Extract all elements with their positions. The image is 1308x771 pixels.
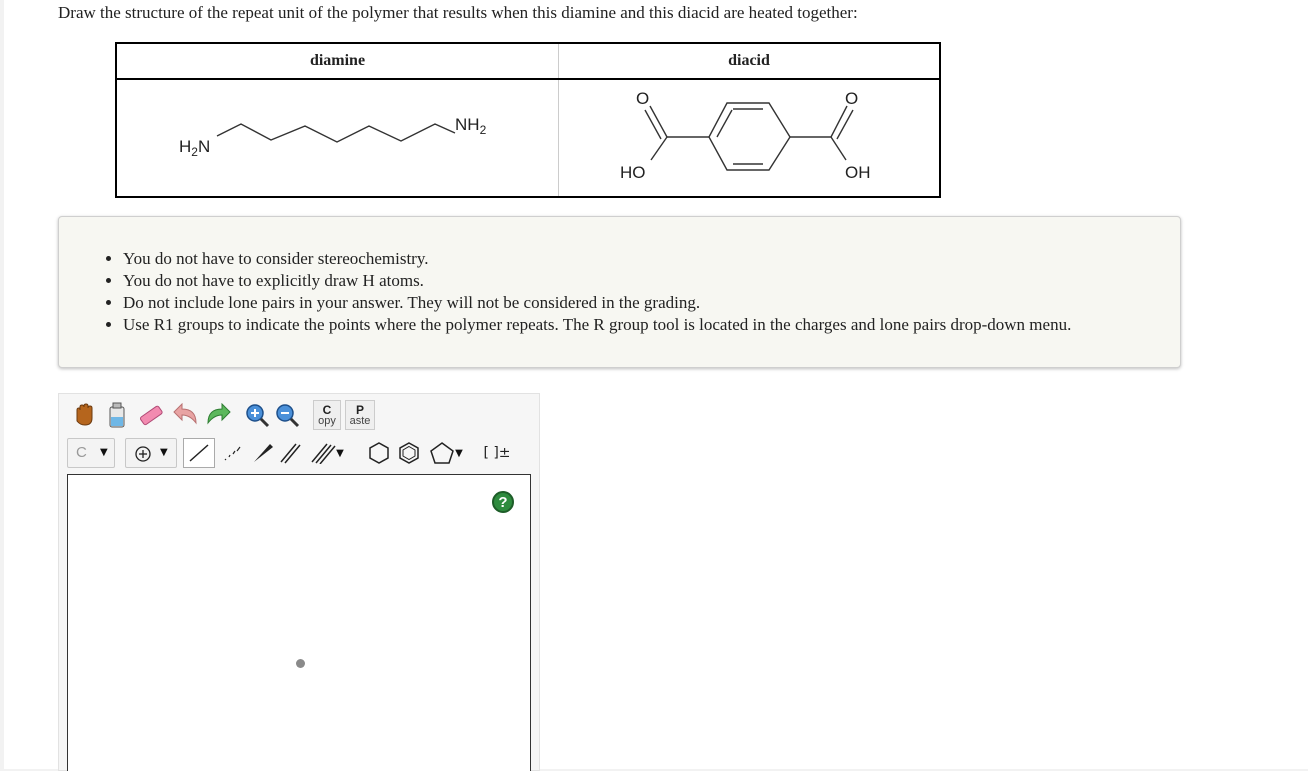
drawing-canvas[interactable]	[67, 474, 531, 771]
instruction-item: • Do not include lone pairs in your answer. They will not be considered in the grading.	[123, 292, 1071, 314]
triple-bond-icon	[310, 442, 336, 464]
amine-group-right: $NH_2$	[455, 115, 487, 137]
chevron-down-icon: ▼	[100, 447, 108, 458]
chevron-down-icon: ▼	[336, 447, 344, 459]
double-bond-icon	[278, 442, 302, 464]
cyclopentane-icon	[429, 441, 455, 465]
amine-group-left: $H_2N$	[179, 137, 211, 159]
hashed-bond-icon	[221, 442, 245, 464]
paste-label-top: P	[355, 402, 364, 417]
carbonyl-o-right: O	[845, 89, 859, 108]
diacid-structure	[559, 80, 939, 196]
cyclohexane-icon	[367, 441, 391, 465]
hand-icon[interactable]	[69, 400, 99, 430]
triple-bond-dropdown[interactable]	[305, 438, 349, 468]
hashed-bond-tool[interactable]	[219, 438, 247, 468]
wedge-bond-icon	[251, 442, 275, 464]
chevron-down-icon: ▼	[455, 447, 463, 459]
single-bond-tool[interactable]	[183, 438, 215, 468]
bracket-label: [ ]±	[483, 445, 511, 461]
diacid-cell	[559, 79, 941, 197]
carbonyl-o-left: O	[636, 89, 650, 108]
atom-dropdown[interactable]	[67, 438, 115, 468]
hydroxyl-right: OH	[845, 163, 871, 182]
double-bond-tool[interactable]	[277, 438, 303, 468]
header-diacid: diacid	[559, 43, 941, 79]
instructions-box	[58, 216, 1181, 368]
clear-flask-icon[interactable]	[103, 400, 131, 430]
copy-label-top: C	[322, 402, 332, 417]
charge-dropdown[interactable]	[125, 438, 177, 468]
eraser-icon[interactable]	[135, 400, 167, 430]
diamine-cell	[116, 79, 559, 197]
cyclopentane-dropdown[interactable]	[423, 438, 469, 468]
benzene-icon	[397, 441, 421, 465]
benzene-tool[interactable]	[395, 438, 423, 468]
copy-label-bottom: opy	[318, 414, 336, 427]
copy-button[interactable]	[313, 400, 341, 430]
wedge-bond-tool[interactable]	[249, 438, 277, 468]
canvas-cursor-dot	[296, 659, 305, 668]
diamine-structure	[117, 80, 558, 196]
hydroxyl-left: HO	[620, 163, 646, 182]
reactants-table	[115, 42, 941, 198]
instruction-item: • Use R1 groups to indicate the points where the polymer repeats. The R group tool is located in the charges and lone pairs drop-down menu.	[123, 314, 1071, 336]
cyclohexane-tool[interactable]	[365, 438, 393, 468]
undo-icon[interactable]	[171, 400, 201, 430]
instruction-item: • You do not have to explicitly draw H atoms.	[123, 270, 1071, 292]
paste-label-bottom: aste	[349, 414, 371, 427]
instruction-item: • You do not have to consider stereochemistry.	[123, 248, 1071, 270]
instructions-list	[123, 248, 1071, 336]
question-text: Draw the structure of the repeat unit of the polymer that results when this diamine and this diacid are heated together:	[58, 3, 858, 22]
page	[4, 0, 1308, 769]
header-diamine: diamine	[116, 43, 559, 79]
zoom-out-icon[interactable]	[273, 400, 301, 430]
chevron-down-icon: ▼	[160, 447, 168, 458]
paste-button[interactable]	[345, 400, 375, 430]
redo-icon[interactable]	[203, 400, 233, 430]
help-button[interactable]: ?	[492, 491, 514, 513]
single-bond-icon	[187, 442, 211, 464]
zoom-in-icon[interactable]	[243, 400, 271, 430]
structure-editor	[58, 393, 540, 771]
atom-label: C	[76, 444, 87, 461]
charge-plus-icon	[134, 445, 152, 463]
bracket-tool[interactable]	[479, 438, 515, 468]
